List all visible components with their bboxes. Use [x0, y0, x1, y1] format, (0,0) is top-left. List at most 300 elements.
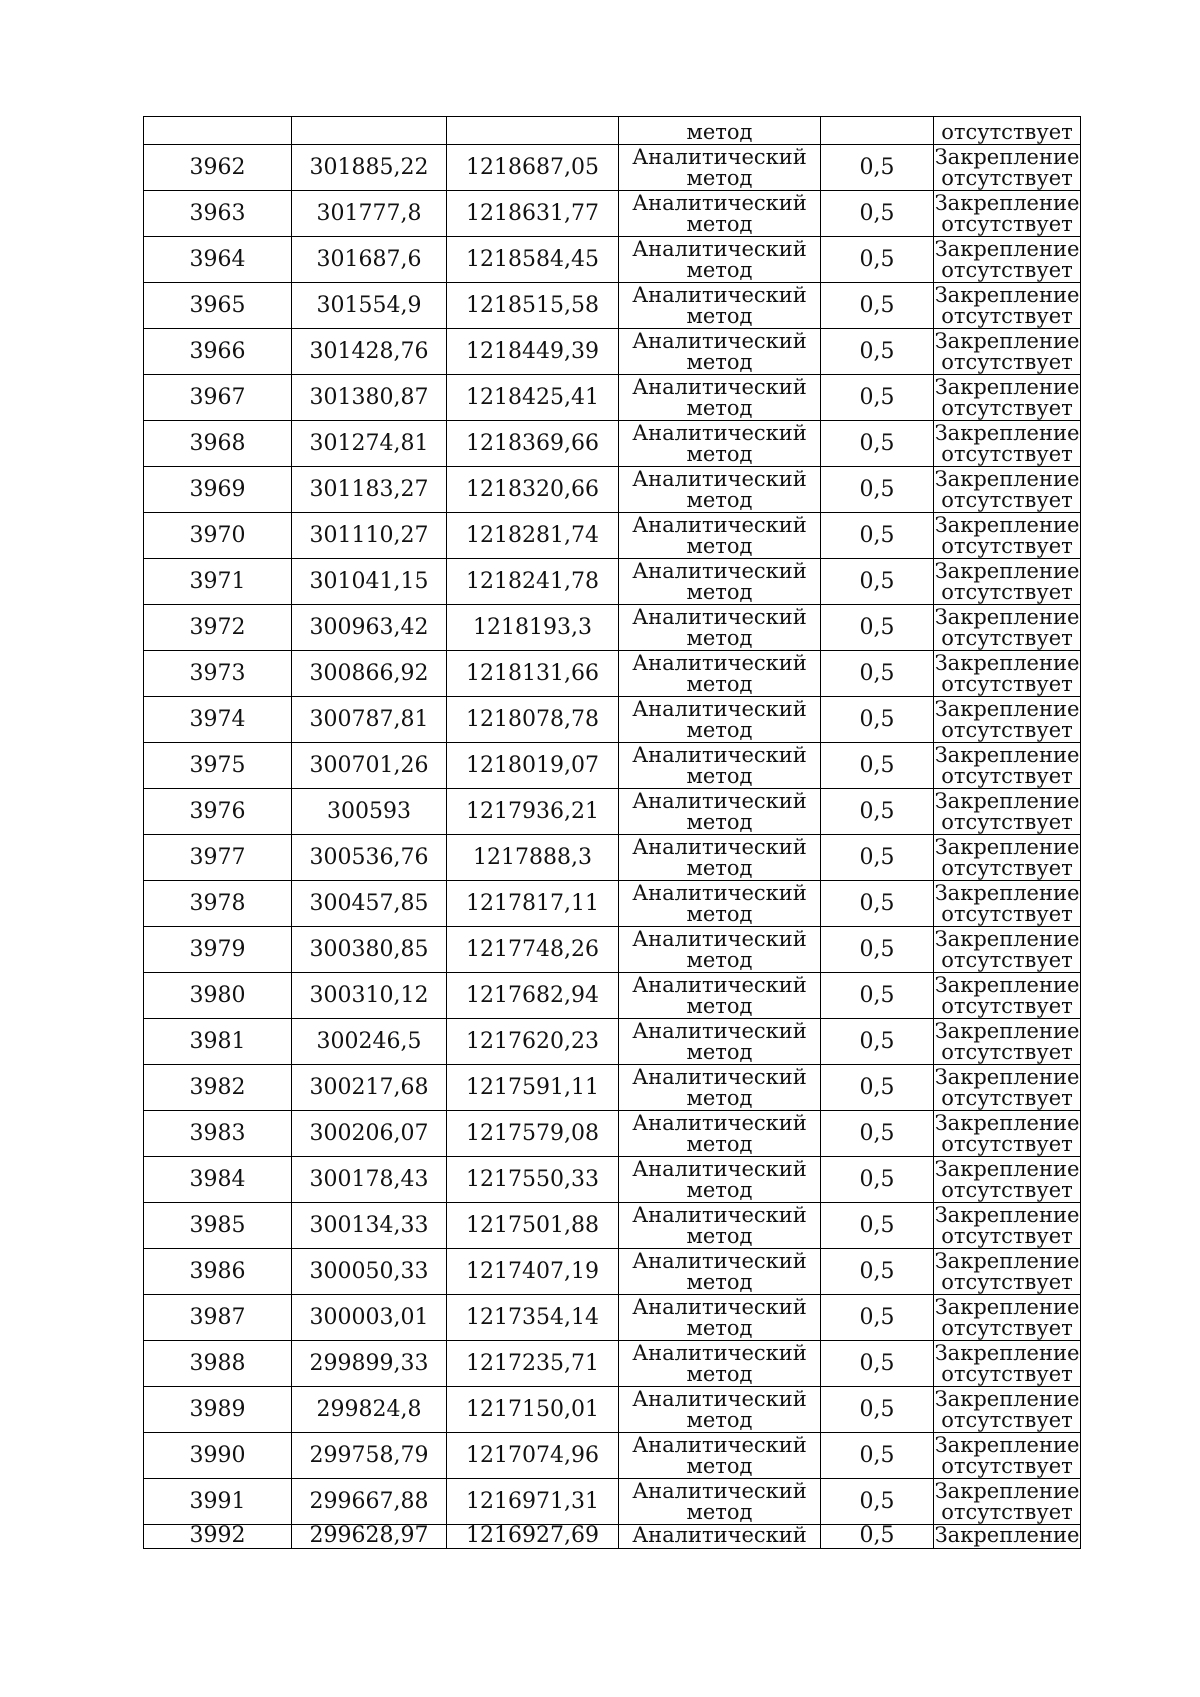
point-number-cell: 3984	[144, 1157, 292, 1203]
method-line-1: Аналитический	[632, 742, 807, 767]
fixing-line-1: Закрепление	[934, 374, 1080, 399]
precision-cell: 0,5	[821, 283, 934, 329]
table-row	[144, 329, 1081, 375]
fixing-cell	[934, 881, 1081, 927]
fixing-line-1: Закрепление	[934, 696, 1080, 721]
fixing-line-1: Закрепление	[934, 1018, 1080, 1043]
method-line-2: метод	[686, 1039, 753, 1064]
fixing-line-2: отсутствует	[941, 1361, 1073, 1386]
fixing-line-2: отсутствует	[941, 1407, 1073, 1432]
y-coordinate-cell: 1217579,08	[447, 1111, 619, 1157]
method-line-2: метод	[686, 1361, 753, 1386]
method-line-2: метод	[686, 1453, 753, 1478]
method-line-2: метод	[686, 487, 753, 512]
fixing-cell	[934, 789, 1081, 835]
method-line-2: метод	[686, 395, 753, 420]
method-cell	[619, 1019, 821, 1065]
fixing-cell	[934, 1111, 1081, 1157]
precision-cell: 0,5	[821, 145, 934, 191]
method-line-1: Аналитический	[632, 1478, 807, 1503]
fixing-line-2: отсутствует	[941, 257, 1073, 282]
fixing-line-2: отсутствует	[941, 487, 1073, 512]
method-cell	[619, 835, 821, 881]
method-cell	[619, 973, 821, 1019]
fixing-line-2: отсутствует	[941, 1177, 1073, 1202]
method-line-1: Аналитический	[632, 1340, 807, 1365]
method-line-1: Аналитический	[632, 604, 807, 629]
y-coordinate-cell: 1218425,41	[447, 375, 619, 421]
fixing-line-1: Закрепление	[934, 512, 1080, 537]
y-coordinate-cell: 1218131,66	[447, 651, 619, 697]
table-row	[144, 145, 1081, 191]
y-coordinate-cell: 1217501,88	[447, 1203, 619, 1249]
point-number-cell: 3988	[144, 1341, 292, 1387]
y-coordinate-cell: 1218078,78	[447, 697, 619, 743]
fixing-line-1: Закрепление	[934, 466, 1080, 491]
method-line-1: Аналитический	[632, 1386, 807, 1411]
fixing-line-1: Закрепление	[934, 834, 1080, 859]
y-coordinate-cell: 1218515,58	[447, 283, 619, 329]
method-line-1: Аналитический	[632, 420, 807, 445]
fixing-cell	[934, 743, 1081, 789]
fixing-line-1: Закрепление	[934, 1386, 1080, 1411]
point-number-cell: 3990	[144, 1433, 292, 1479]
method-line-2: метод	[686, 855, 753, 880]
x-coordinate-cell: 300536,76	[292, 835, 447, 881]
point-number-cell: 3977	[144, 835, 292, 881]
precision-cell: 0,5	[821, 1157, 934, 1203]
method-line-2: метод	[686, 165, 753, 190]
table-row	[144, 605, 1081, 651]
fixing-cell	[934, 421, 1081, 467]
method-line-1: Аналитический	[632, 1202, 807, 1227]
fixing-cell	[934, 1157, 1081, 1203]
fixing-line-2: отсутствует	[941, 671, 1073, 696]
method-line-1: Аналитический	[632, 788, 807, 813]
fixing-line-1: Закрепление	[934, 558, 1080, 583]
method-cell	[619, 1111, 821, 1157]
fixing-line-2: отсутствует	[941, 1453, 1073, 1478]
fixing-line-2: отсутствует	[941, 349, 1073, 374]
y-coordinate-cell: 1217936,21	[447, 789, 619, 835]
method-line-1: Аналитический	[632, 558, 807, 583]
fixing-line-2: отсутствует	[941, 441, 1073, 466]
fixing-line-1: Закрепление	[934, 144, 1080, 169]
x-coordinate-cell: 301183,27	[292, 467, 447, 513]
fixing-line-2: отсутствует	[941, 1269, 1073, 1294]
method-line-1: Аналитический	[632, 972, 807, 997]
fixing-line-1: Закрепление	[934, 1340, 1080, 1365]
method-line-1: Аналитический	[632, 834, 807, 859]
table-row	[144, 1019, 1081, 1065]
fixing-cell	[934, 145, 1081, 191]
fixing-cell	[934, 237, 1081, 283]
point-number-cell: 3987	[144, 1295, 292, 1341]
y-coordinate-cell: 1218320,66	[447, 467, 619, 513]
method-cell	[619, 559, 821, 605]
y-coordinate-cell: 1218281,74	[447, 513, 619, 559]
method-line-1: Аналитический	[632, 190, 807, 215]
x-coordinate-cell: 300380,85	[292, 927, 447, 973]
table-row	[144, 973, 1081, 1019]
x-coordinate-cell: 299758,79	[292, 1433, 447, 1479]
method-cell	[619, 1479, 821, 1525]
method-cell	[619, 789, 821, 835]
fixing-line-1: Закрепление	[934, 1110, 1080, 1135]
fixing-line-1: Закрепление	[934, 604, 1080, 629]
point-number-cell: 3978	[144, 881, 292, 927]
fixing-line-2: отсутствует	[941, 579, 1073, 604]
method-line-1: Аналитический	[632, 1064, 807, 1089]
precision-cell: 0,5	[821, 421, 934, 467]
fixing-cell	[934, 835, 1081, 881]
table-row	[144, 467, 1081, 513]
table-row	[144, 1157, 1081, 1203]
table-row	[144, 421, 1081, 467]
x-coordinate-cell: 300866,92	[292, 651, 447, 697]
method-line-2: метод	[686, 1269, 753, 1294]
table-row	[144, 237, 1081, 283]
point-number-cell: 3992	[144, 1525, 292, 1549]
fixing-cell	[934, 191, 1081, 237]
point-number-cell: 3986	[144, 1249, 292, 1295]
precision-cell: 0,5	[821, 1387, 934, 1433]
y-coordinate-cell: 1218687,05	[447, 145, 619, 191]
method-line-2: метод	[686, 1131, 753, 1156]
fixing-line-1: Закрепление	[934, 190, 1080, 215]
fixing-line-2: отсутствует	[941, 763, 1073, 788]
method-cell: метод	[619, 117, 821, 145]
method-cell	[619, 1341, 821, 1387]
y-coordinate-cell: 1218369,66	[447, 421, 619, 467]
precision-cell: 0,5	[821, 743, 934, 789]
fixing-line-1: Закрепление	[934, 926, 1080, 951]
table-row	[144, 789, 1081, 835]
method-line-1: Аналитический	[632, 696, 807, 721]
y-coordinate-cell: 1217591,11	[447, 1065, 619, 1111]
precision-cell: 0,5	[821, 697, 934, 743]
point-number-cell: 3962	[144, 145, 292, 191]
method-line-2: метод	[686, 993, 753, 1018]
point-number-cell: 3969	[144, 467, 292, 513]
point-number-cell: 3968	[144, 421, 292, 467]
fixing-line-2: отсутствует	[941, 947, 1073, 972]
fixing-line-1: Закрепление	[934, 742, 1080, 767]
fixing-cell	[934, 1295, 1081, 1341]
precision-cell: 0,5	[821, 191, 934, 237]
method-cell	[619, 1295, 821, 1341]
fixing-line-1: Закрепление	[934, 1064, 1080, 1089]
method-line-1: Аналитический	[632, 328, 807, 353]
fixing-line-2: отсутствует	[941, 1131, 1073, 1156]
coordinates-table-body	[144, 117, 1081, 1549]
method-cell	[619, 651, 821, 697]
method-line-2: метод	[686, 441, 753, 466]
table-row-truncated	[144, 1525, 1081, 1549]
fixing-line-1: Закрепление	[934, 282, 1080, 307]
fixing-cell	[934, 375, 1081, 421]
point-number-cell: 3980	[144, 973, 292, 1019]
method-line-2: метод	[686, 1499, 753, 1524]
x-coordinate-cell: 300310,12	[292, 973, 447, 1019]
precision-cell: 0,5	[821, 1019, 934, 1065]
fixing-line-2: отсутствует	[941, 901, 1073, 926]
table-row	[144, 513, 1081, 559]
fixing-line-2: отсутствует	[941, 809, 1073, 834]
method-line-1: Аналитический	[632, 282, 807, 307]
precision-cell: 0,5	[821, 1525, 934, 1549]
method-cell	[619, 743, 821, 789]
x-coordinate-cell: 299628,97	[292, 1525, 447, 1549]
method-line-1: Аналитический	[632, 1248, 807, 1273]
fixing-line-2: отсутствует	[941, 717, 1073, 742]
x-coordinate-cell: 300593	[292, 789, 447, 835]
x-coordinate-cell: 300701,26	[292, 743, 447, 789]
method-line-2: метод	[686, 947, 753, 972]
method-cell	[619, 1433, 821, 1479]
x-coordinate-cell: 299899,33	[292, 1341, 447, 1387]
table-row	[144, 927, 1081, 973]
point-number-cell: 3965	[144, 283, 292, 329]
table-row	[144, 1341, 1081, 1387]
method-cell	[619, 191, 821, 237]
fixing-cell	[934, 559, 1081, 605]
precision-cell: 0,5	[821, 605, 934, 651]
y-coordinate-cell: 1218193,3	[447, 605, 619, 651]
method-cell: Аналитический	[619, 1525, 821, 1549]
precision-cell: 0,5	[821, 237, 934, 283]
table-row	[144, 743, 1081, 789]
point-number-cell: 3991	[144, 1479, 292, 1525]
precision-cell	[821, 117, 934, 145]
fixing-line-1: Закрепление	[934, 420, 1080, 445]
table-row	[144, 835, 1081, 881]
y-coordinate-cell: 1217354,14	[447, 1295, 619, 1341]
point-number-cell: 3971	[144, 559, 292, 605]
method-line-2: метод	[686, 763, 753, 788]
x-coordinate-cell: 300217,68	[292, 1065, 447, 1111]
table-row	[144, 1203, 1081, 1249]
method-line-2: метод	[686, 1315, 753, 1340]
point-number-cell	[144, 117, 292, 145]
point-number-cell: 3964	[144, 237, 292, 283]
point-number-cell: 3981	[144, 1019, 292, 1065]
fixing-cell	[934, 467, 1081, 513]
method-cell	[619, 237, 821, 283]
fixing-cell	[934, 1387, 1081, 1433]
method-cell	[619, 1387, 821, 1433]
y-coordinate-cell: 1218631,77	[447, 191, 619, 237]
precision-cell: 0,5	[821, 1065, 934, 1111]
fixing-cell: отсутствует	[934, 117, 1081, 145]
y-coordinate-cell: 1217074,96	[447, 1433, 619, 1479]
x-coordinate-cell: 301885,22	[292, 145, 447, 191]
point-number-cell: 3973	[144, 651, 292, 697]
fixing-line-1: Закрепление	[934, 328, 1080, 353]
method-cell	[619, 513, 821, 559]
y-coordinate-cell: 1218449,39	[447, 329, 619, 375]
x-coordinate-cell: 301274,81	[292, 421, 447, 467]
precision-cell: 0,5	[821, 375, 934, 421]
fixing-line-1: Закрепление	[934, 1294, 1080, 1319]
x-coordinate-cell: 300178,43	[292, 1157, 447, 1203]
x-coordinate-cell: 301554,9	[292, 283, 447, 329]
method-cell	[619, 283, 821, 329]
table-row	[144, 1295, 1081, 1341]
x-coordinate-cell	[292, 117, 447, 145]
method-cell	[619, 1157, 821, 1203]
method-line-1: Аналитический	[632, 236, 807, 261]
fixing-line-1: Закрепление	[934, 1248, 1080, 1273]
method-line-2: метод	[686, 901, 753, 926]
table-row	[144, 1111, 1081, 1157]
method-line-1: Аналитический	[632, 1294, 807, 1319]
y-coordinate-cell: 1217620,23	[447, 1019, 619, 1065]
precision-cell: 0,5	[821, 329, 934, 375]
method-line-1: Аналитический	[632, 512, 807, 537]
method-line-1: Аналитический	[632, 1018, 807, 1043]
fixing-line-1: Закрепление	[934, 650, 1080, 675]
table-row	[144, 697, 1081, 743]
fixing-cell	[934, 1341, 1081, 1387]
fixing-cell	[934, 1479, 1081, 1525]
method-line-2: метод	[686, 303, 753, 328]
table-row	[144, 375, 1081, 421]
method-cell	[619, 421, 821, 467]
method-line-1: Аналитический	[632, 1156, 807, 1181]
y-coordinate-cell: 1217817,11	[447, 881, 619, 927]
y-coordinate-cell: 1216971,31	[447, 1479, 619, 1525]
method-line-1: Аналитический	[632, 926, 807, 951]
fixing-line-1: Закрепление	[934, 1156, 1080, 1181]
fixing-line-2: отсутствует	[941, 533, 1073, 558]
fixing-cell	[934, 605, 1081, 651]
y-coordinate-cell: 1217888,3	[447, 835, 619, 881]
method-line-2: метод	[686, 349, 753, 374]
y-coordinate-cell: 1217235,71	[447, 1341, 619, 1387]
x-coordinate-cell: 301687,6	[292, 237, 447, 283]
fixing-line-2: отсутствует	[941, 303, 1073, 328]
table-row	[144, 1433, 1081, 1479]
method-cell	[619, 605, 821, 651]
method-line-2: метод	[686, 1407, 753, 1432]
fixing-line-2: отсутствует	[941, 165, 1073, 190]
method-line-2: метод	[686, 1085, 753, 1110]
method-line-1: Аналитический	[632, 650, 807, 675]
fixing-cell	[934, 329, 1081, 375]
method-line-2: метод	[686, 1223, 753, 1248]
method-cell	[619, 1065, 821, 1111]
method-line-1: Аналитический	[632, 374, 807, 399]
precision-cell: 0,5	[821, 1249, 934, 1295]
precision-cell: 0,5	[821, 1203, 934, 1249]
x-coordinate-cell: 301380,87	[292, 375, 447, 421]
method-cell	[619, 145, 821, 191]
precision-cell: 0,5	[821, 1295, 934, 1341]
method-cell	[619, 467, 821, 513]
precision-cell: 0,5	[821, 1341, 934, 1387]
method-line-2: метод	[686, 717, 753, 742]
fixing-cell: Закрепление	[934, 1524, 1080, 1547]
table-row	[144, 881, 1081, 927]
fixing-cell	[934, 1065, 1081, 1111]
method-line-2: метод	[686, 671, 753, 696]
method-line-1: Аналитический	[632, 144, 807, 169]
fixing-cell	[934, 973, 1081, 1019]
method-line-2: метод	[686, 1177, 753, 1202]
precision-cell: 0,5	[821, 1111, 934, 1157]
point-number-cell: 3967	[144, 375, 292, 421]
x-coordinate-cell: 301428,76	[292, 329, 447, 375]
precision-cell: 0,5	[821, 789, 934, 835]
fixing-line-2: отсутствует	[941, 993, 1073, 1018]
fixing-cell	[934, 1433, 1081, 1479]
x-coordinate-cell: 299667,88	[292, 1479, 447, 1525]
method-cell	[619, 881, 821, 927]
fixing-cell	[934, 513, 1081, 559]
point-number-cell: 3963	[144, 191, 292, 237]
table-row	[144, 651, 1081, 697]
fixing-line-2: отсутствует	[941, 855, 1073, 880]
point-number-cell: 3985	[144, 1203, 292, 1249]
fixing-line-1: Закрепление	[934, 1202, 1080, 1227]
fixing-line-2: отсутствует	[941, 1315, 1073, 1340]
table-row	[144, 559, 1081, 605]
precision-cell: 0,5	[821, 651, 934, 697]
fixing-line-2: отсутствует	[941, 1499, 1073, 1524]
point-number-cell: 3982	[144, 1065, 292, 1111]
fixing-line-2: отсутствует	[941, 1039, 1073, 1064]
x-coordinate-cell: 300963,42	[292, 605, 447, 651]
x-coordinate-cell: 300787,81	[292, 697, 447, 743]
method-line-1: Аналитический	[632, 1110, 807, 1135]
precision-cell: 0,5	[821, 973, 934, 1019]
precision-cell: 0,5	[821, 927, 934, 973]
fixing-line-1: Закрепление	[934, 1478, 1080, 1503]
table-row	[144, 1479, 1081, 1525]
point-number-cell: 3979	[144, 927, 292, 973]
method-line-1: Аналитический	[632, 880, 807, 905]
method-cell	[619, 375, 821, 421]
method-line-2: метод	[686, 625, 753, 650]
fixing-line-1: Закрепление	[934, 972, 1080, 997]
y-coordinate-cell	[447, 117, 619, 145]
fixing-line-2: отсутствует	[941, 395, 1073, 420]
precision-cell: 0,5	[821, 467, 934, 513]
coordinates-table	[143, 116, 1081, 1549]
fixing-cell	[934, 927, 1081, 973]
precision-cell: 0,5	[821, 513, 934, 559]
y-coordinate-cell: 1217682,94	[447, 973, 619, 1019]
x-coordinate-cell: 300206,07	[292, 1111, 447, 1157]
x-coordinate-cell: 299824,8	[292, 1387, 447, 1433]
point-number-cell: 3970	[144, 513, 292, 559]
point-number-cell: 3972	[144, 605, 292, 651]
fixing-line-2: отсутствует	[941, 211, 1073, 236]
table-row	[144, 1065, 1081, 1111]
fixing-cell	[934, 1249, 1081, 1295]
point-number-cell: 3976	[144, 789, 292, 835]
method-cell	[619, 927, 821, 973]
method-line-1: Аналитический	[632, 1432, 807, 1457]
method-line-2: метод	[686, 257, 753, 282]
method-cell	[619, 697, 821, 743]
method-line-2: метод	[686, 579, 753, 604]
fixing-cell	[934, 697, 1081, 743]
x-coordinate-cell: 300003,01	[292, 1295, 447, 1341]
fixing-line-2: отсутствует	[941, 625, 1073, 650]
x-coordinate-cell: 301777,8	[292, 191, 447, 237]
